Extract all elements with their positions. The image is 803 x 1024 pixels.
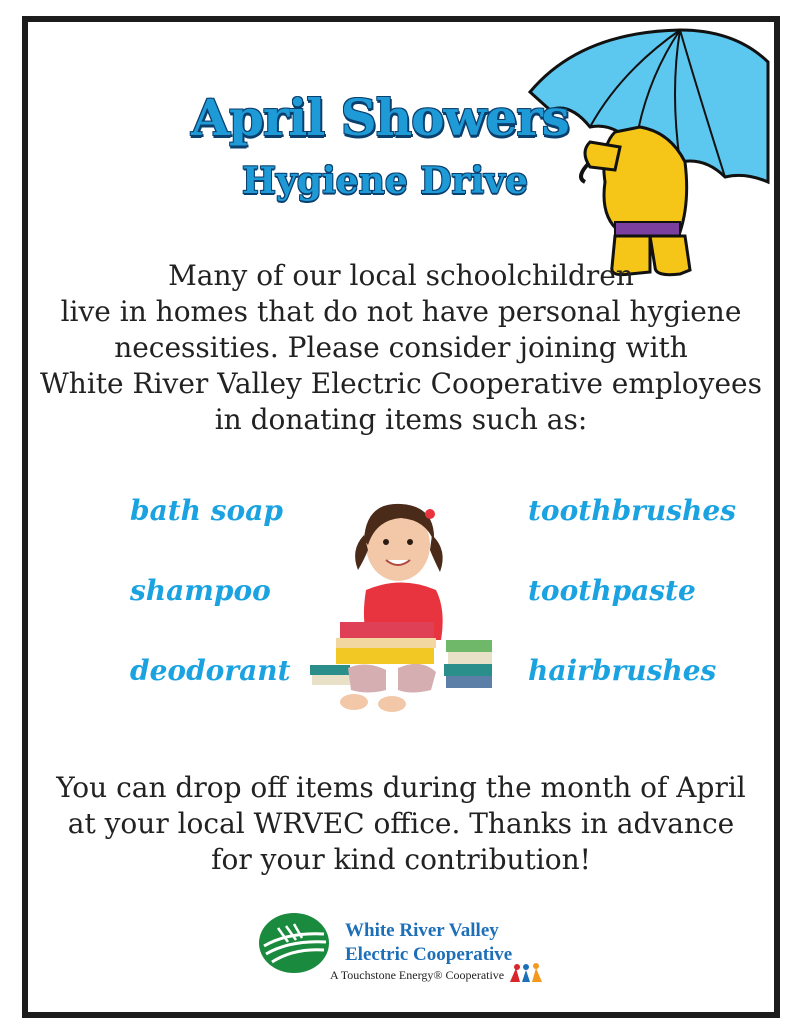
wrvec-logo-icon	[258, 912, 330, 974]
girl-with-books-photo	[306, 490, 492, 720]
outro-line: at your local WRVEC office. Thanks in advance	[67, 807, 735, 840]
item-hairbrushes: hairbrushes	[528, 654, 717, 687]
intro-paragraph	[40, 258, 762, 438]
item-toothbrushes: toothbrushes	[528, 494, 736, 527]
outro-line: You can drop off items during the month of April	[56, 771, 746, 804]
item-deodorant: deodorant	[130, 654, 291, 687]
item-shampoo: shampoo	[130, 574, 271, 607]
title-line1: April Showers	[191, 88, 569, 147]
intro-line: necessities. Please consider joining with	[114, 331, 688, 364]
intro-line: Many of our local schoolchildren	[168, 259, 634, 292]
title-line2: Hygiene Drive	[242, 160, 528, 202]
logo-tagline: A Touchstone Energy® Cooperative	[330, 968, 505, 982]
logo-name-line1: White River Valley	[345, 920, 499, 941]
intro-line: live in homes that do not have personal hygiene	[60, 295, 742, 328]
outro-line: for your kind contribution!	[211, 843, 591, 876]
touchstone-energy-mark-icon	[508, 962, 544, 984]
outro-paragraph	[40, 770, 762, 878]
intro-line: White River Valley Electric Cooperative employees	[40, 367, 762, 400]
umbrella-character-illustration	[520, 22, 770, 277]
item-bath-soap: bath soap	[130, 494, 283, 527]
item-toothpaste: toothpaste	[528, 574, 696, 607]
logo-name-line2: Electric Cooperative	[345, 944, 513, 965]
intro-line: in donating items such as:	[214, 403, 588, 436]
